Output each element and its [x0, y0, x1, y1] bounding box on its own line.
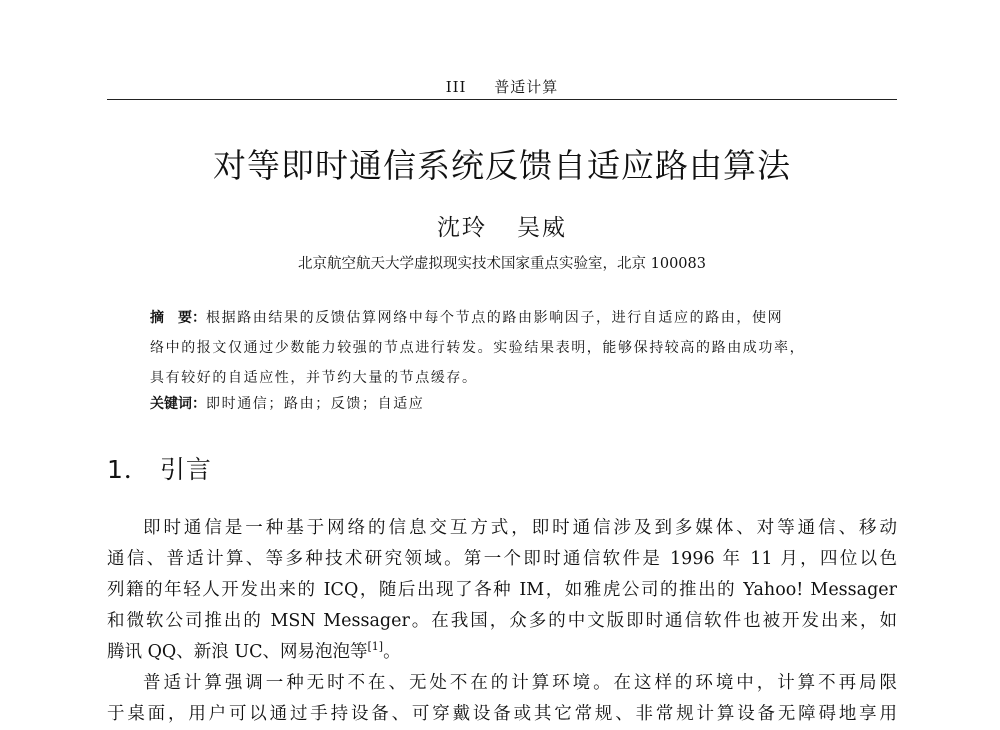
abstract-line: 摘 要：根据路由结果的反馈估算网络中每个节点的路由影响因子，进行自适应的路由，使网 [150, 310, 784, 326]
section-title: 引言 [159, 455, 212, 484]
paragraph-line: 腾讯 QQ、新浪 UC、网易泡泡等[1]。 [107, 640, 401, 662]
paragraph-line: 即时通信是一种基于网络的信息交互方式，即时通信涉及到多媒体、对等通信、移动 [143, 518, 897, 538]
keywords [150, 393, 860, 413]
abstract [150, 303, 860, 393]
paragraph-line: 和微软公司推出的 MSN Messager。在我国，众多的中文版即时通信软件也被开发出来，如 [107, 611, 897, 631]
paper-title: 对等即时通信系统反馈自适应路由算法 [213, 146, 791, 185]
header-rule [107, 99, 897, 100]
paragraph-line: 于桌面，用户可以通过手持设备、可穿戴设备或其它常规、非常规计算设备无障碍地享用 [107, 704, 897, 724]
paragraph-line: 列籍的年轻人开发出来的 ICQ，随后出现了各种 IM，如雅虎公司的推出的 Yahoo! Messager [107, 580, 897, 600]
running-head [107, 76, 897, 97]
paragraph-line: 通信、普适计算、等多种技术研究领域。第一个即时通信软件是 1996 年 11 月，四位以色 [107, 549, 897, 569]
citation-ref[interactable]: [1] [367, 640, 384, 654]
section-number: 1． [107, 455, 150, 484]
running-head-number: III [445, 78, 467, 96]
author-list [107, 209, 897, 242]
abstract-line: 具有较好的自适应性，并节约大量的节点缓存。 [150, 370, 478, 386]
abstract-label: 摘 要： [150, 310, 206, 326]
keywords-text: 即时通信；路由；反馈；自适应 [206, 396, 425, 412]
author-name: 吴威 [517, 215, 567, 241]
paragraph-line: 普适计算强调一种无时不在、无处不在的计算环境。在这样的环境中，计算不再局限 [143, 673, 897, 693]
keywords-label: 关键词： [150, 396, 206, 412]
author-name: 沈玲 [437, 215, 487, 241]
body-text [107, 513, 897, 730]
abstract-line: 络中的报文仅通过少数能力较强的节点进行转发。实验结果表明，能够保持较高的路由成功率， [150, 340, 806, 356]
running-head-text: 普适计算 [494, 78, 559, 96]
section-heading [107, 450, 212, 486]
affiliation: 北京航空航天大学虚拟现实技术国家重点实验室，北京 100083 [298, 256, 706, 272]
